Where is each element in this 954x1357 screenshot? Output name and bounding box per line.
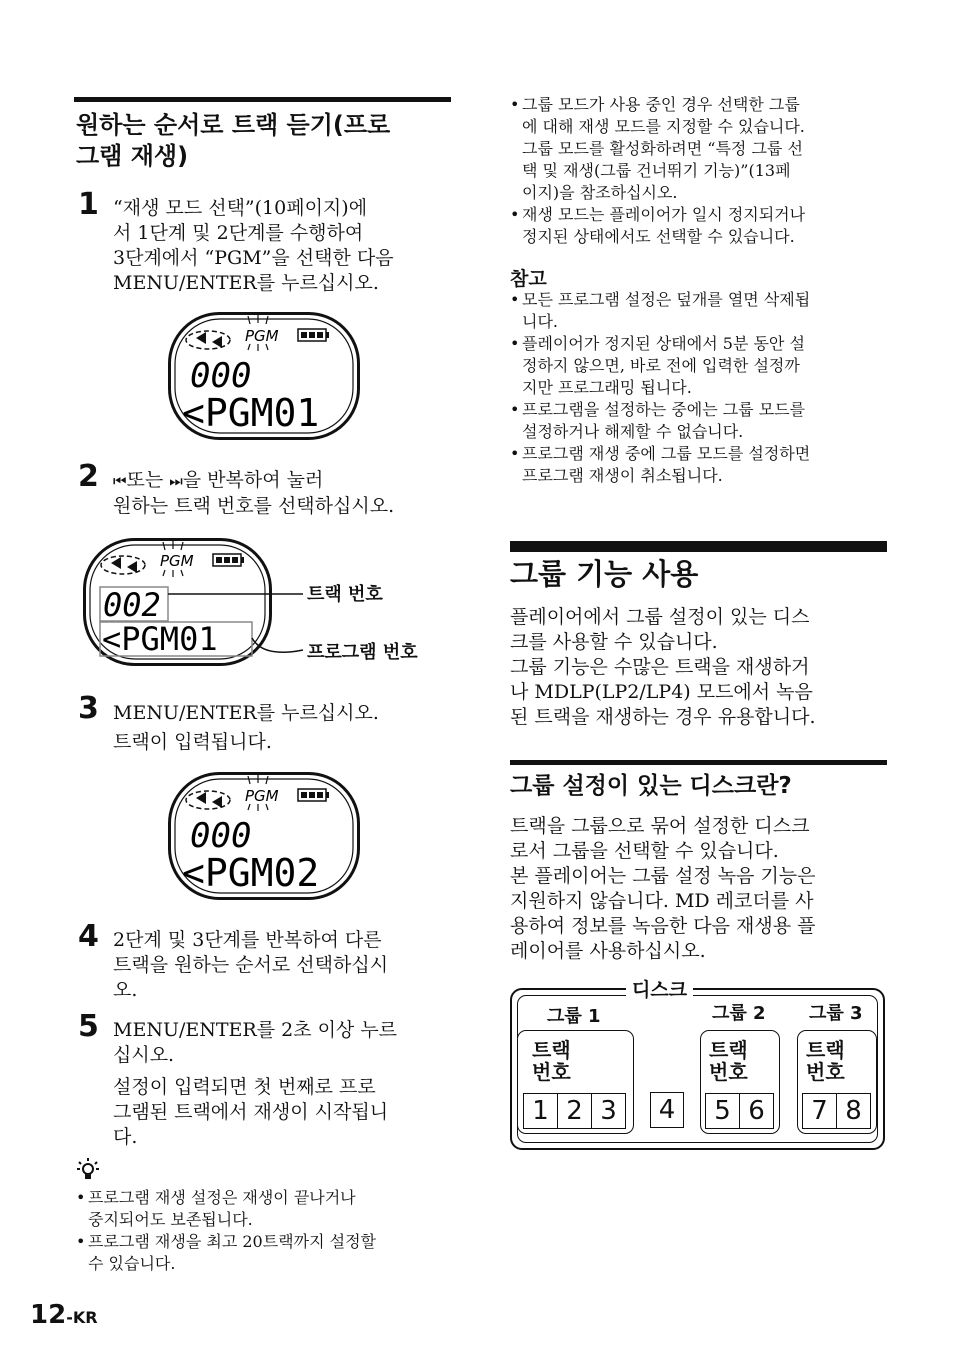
group-1-box: [517, 1030, 634, 1134]
note-title: 참고: [510, 268, 547, 290]
section-rule: [510, 541, 887, 552]
next-icon: ⏭: [169, 472, 183, 490]
pgm-indicator: PGM: [160, 552, 194, 570]
lcd-bottom-line: <PGM01: [102, 620, 218, 658]
track-number-label: 트랙 번호: [709, 1038, 748, 1084]
track-cell: 3: [600, 1096, 617, 1126]
group-2-label: 그룹 2: [712, 1003, 766, 1024]
track-number-label: 트랙 번호: [532, 1038, 571, 1084]
disc-label: 디스크: [626, 975, 693, 1002]
group-1-label: 그룹 1: [547, 1006, 601, 1027]
page-heading: 원하는 순서로 트랙 듣기(프로 그램 재생): [76, 111, 391, 170]
group-3-label: 그룹 3: [809, 1003, 863, 1024]
lightbulb-icon: [77, 1158, 99, 1182]
track-number-label: 트랙 번호: [806, 1038, 845, 1084]
note-item: • 모든 프로그램 설정은 덮개를 열면 삭제됩 니다.: [510, 289, 890, 333]
track-cell: 8: [845, 1096, 862, 1126]
lcd-bottom-line: <PGM01: [182, 391, 320, 435]
track-cell: 2: [558, 1094, 592, 1128]
page-number: 12-KR: [30, 1300, 98, 1330]
group-3-box: [797, 1030, 877, 1134]
step-1-number: 1: [78, 187, 99, 222]
lcd-top-line: 000: [190, 356, 252, 396]
track-cell: 5: [706, 1094, 740, 1128]
group-2-box: [700, 1030, 780, 1134]
heading-rule: [74, 97, 451, 102]
subsection-text: 트랙을 그룹으로 묶어 설정한 디스크 로서 그룹을 선택할 수 있습니다. 본 플레이어는 그룹 설정 녹음 기능은 지원하지 않습니다. MD 레코더를 사 용하여 정보를 녹음한 다음 재생용 플 레이어를 사용하십시오.: [510, 815, 816, 962]
step-4-number: 4: [78, 919, 99, 954]
notes-list: [510, 289, 890, 487]
track-cell: 1: [524, 1094, 558, 1128]
subsection-title: 그룹 설정이 있는 디스크란?: [510, 773, 792, 799]
tips-list: [76, 1187, 456, 1275]
note-item: • 프로그램 재생 중에 그룹 모드를 설정하면 프로그램 재생이 취소됩니다.: [510, 443, 890, 487]
label-track-number: 트랙 번호: [307, 584, 383, 605]
step-4-text: 2단계 및 3단계를 반복하여 다른 트랙을 원하는 순서로 선택하십시 오.: [113, 929, 389, 1001]
section-text: 플레이어에서 그룹 설정이 있는 디스 크를 사용할 수 있습니다. 그룹 기능은 수많은 트랙을 재생하거 나 MDLP(LP2/LP4) 모드에서 녹음 된 트랙을 재생하는 경우 유용합니다.: [510, 606, 816, 728]
right-top-bullets: [510, 94, 890, 248]
note-item: • 프로그램을 설정하는 중에는 그룹 모드를 설정하거나 해제할 수 없습니다.: [510, 399, 890, 443]
previous-icon: ⏮: [113, 472, 127, 490]
lcd-top-line: 000: [190, 816, 252, 856]
section-title: 그룹 기능 사용: [510, 557, 699, 591]
step-5-number: 5: [78, 1009, 99, 1044]
tip-item: • 프로그램 재생을 최고 20트랙까지 설정할 수 있습니다.: [76, 1231, 456, 1275]
step-2-text: ⏮또는 ⏭을 반복하여 눌러 원하는 트랙 번호를 선택하십시오.: [113, 469, 395, 517]
bullet-item: • 그룹 모드가 사용 중인 경우 선택한 그룹 에 대해 재생 모드를 지정할 수 있습니다. 그룹 모드를 활성화하려면 “특정 그룹 선 택 및 재생(그룹 건너뛰기 기능)”(13페 이지)을 참조하십시오.: [510, 94, 890, 204]
step-3-text: MENU/ENTER를 누르십시오. 트랙이 입력됩니다.: [113, 702, 379, 753]
tip-item: • 프로그램 재생 설정은 재생이 끝나거나 중지되어도 보존됩니다.: [76, 1187, 456, 1231]
label-program-number: 프로그램 번호: [307, 642, 418, 663]
track-cell: 7: [803, 1094, 837, 1128]
lcd-display-3: [168, 772, 360, 900]
track-cell: 6: [748, 1096, 765, 1126]
pgm-indicator: PGM: [245, 327, 279, 345]
bullet-item: • 재생 모드는 플레이어가 일시 정지되거나 정지된 상태에서도 선택할 수 있습니다.: [510, 204, 890, 248]
step-5-text: MENU/ENTER를 2초 이상 누르 십시오. 설정이 입력되면 첫 번째로 프로 그램된 트랙에서 재생이 시작됩니 다.: [113, 1019, 398, 1148]
note-item: • 플레이어가 정지된 상태에서 5분 동안 설 정하지 않으면, 바로 전에 입력한 설정까 지만 프로그래밍 됩니다.: [510, 333, 890, 399]
lcd-bottom-line: <PGM02: [182, 851, 320, 895]
lcd-top-line: 002: [103, 586, 161, 624]
lcd-display-1: [168, 312, 360, 440]
ungrouped-track-cell: 4: [650, 1092, 684, 1128]
pgm-indicator: PGM: [245, 787, 279, 805]
step-1-text: “재생 모드 선택”(10페이지)에 서 1단계 및 2단계를 수행하여 3단계에서 “PGM”을 선택한 다음 MENU/ENTER를 누르십시오.: [113, 197, 394, 294]
subsection-rule: [510, 760, 887, 765]
step-2-number: 2: [78, 459, 99, 494]
step-3-number: 3: [78, 691, 99, 726]
